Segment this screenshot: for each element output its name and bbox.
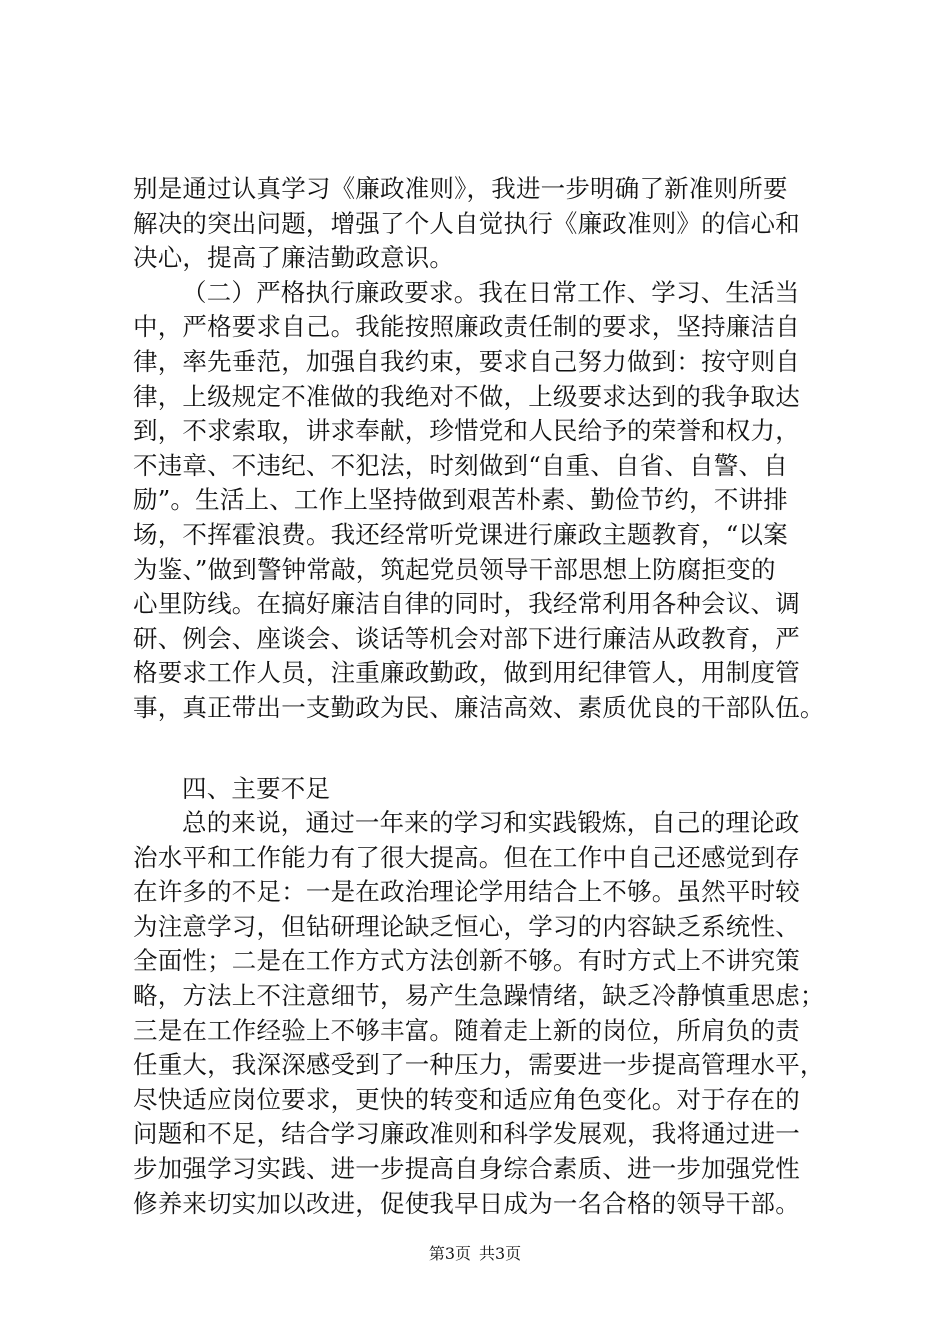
body-line: 别是通过认真学习《廉政准则》，我进一步明确了新准则所要: [133, 174, 788, 203]
body-line: 律，率先垂范，加强自我约束，要求自己努力做到：按守则自: [133, 346, 800, 376]
body-line: 研、例会、座谈会、谈话等机会对部下进行廉洁从政教育，严: [133, 623, 800, 653]
body-line: 中，严格要求自己。我能按照廉政责任制的要求，坚持廉洁自: [133, 312, 800, 342]
body-line: 心里防线。在搞好廉洁自律的同时，我经常利用各种会议、调: [133, 589, 800, 619]
body-line: 决心，提高了廉洁勤政意识。: [133, 243, 455, 273]
section-heading: 四、主要不足: [182, 773, 331, 803]
paragraph-gap: [133, 726, 833, 772]
body-line: 治水平和工作能力有了很大提高。但在工作中自己还感觉到存: [133, 842, 800, 872]
body-line: 全面性；二是在工作方式方法创新不够。有时方式上不讲究策: [133, 946, 800, 976]
body-line-paragraph-start: （二）严格执行廉政要求。我在日常工作、学习、生活当: [182, 277, 800, 307]
body-line: 问题和不足，结合学习廉政准则和科学发展观，我将通过进一: [133, 1119, 800, 1149]
body-line: 解决的突出问题，增强了个人自觉执行《廉政准则》的信心和: [133, 208, 800, 238]
body-line: 不违章、不违纪、不犯法，时刻做到“自重、自省、自警、自: [133, 450, 788, 480]
page-number: 第3页: [428, 1244, 471, 1263]
body-line: 步加强学习实践、进一步提高自身综合素质、进一步加强党性: [133, 1154, 800, 1184]
body-line: 到，不求索取，讲求奉献，珍惜党和人民给予的荣誉和权力，: [133, 416, 800, 446]
body-line: 律，上级规定不准做的我绝对不做，上级要求达到的我争取达: [133, 381, 800, 411]
body-line: 事，真正带出一支勤政为民、廉洁高效、素质优良的干部队伍。: [133, 692, 825, 722]
page-total: 共3页: [479, 1244, 522, 1263]
body-line-paragraph-start: 总的来说，通过一年来的学习和实践锻炼，自己的理论政: [182, 808, 800, 838]
body-line: 格要求工作人员，注重廉政勤政，做到用纪律管人，用制度管: [133, 658, 800, 688]
document-body: [133, 172, 833, 1221]
page-footer: [0, 1244, 950, 1264]
body-line: 略，方法上不注意细节，易产生急躁情绪，缺乏冷静慎重思虑；: [133, 981, 825, 1011]
body-line: 尽快适应岗位要求，更快的转变和适应角色变化。对于存在的: [133, 1084, 800, 1114]
body-line: 为鉴、”做到警钟常敲，筑起党员领导干部思想上防腐拒变的: [133, 554, 776, 584]
body-line: 为注意学习，但钻研理论缺乏恒心，学习的内容缺乏系统性、: [133, 911, 800, 941]
body-line: 三是在工作经验上不够丰富。随着走上新的岗位，所肩负的责: [133, 1015, 800, 1045]
body-line: 任重大，我深深感受到了一种压力，需要进一步提高管理水平，: [133, 1050, 825, 1080]
body-line: 励”。生活上、工作上坚持做到艰苦朴素、勤俭节约，不讲排: [133, 485, 788, 515]
body-line: 修养来切实加以改进，促使我早日成为一名合格的领导干部。: [133, 1188, 800, 1218]
body-line: 场，不挥霍浪费。我还经常听党课进行廉政主题教育，“以案: [133, 519, 788, 549]
body-line: 在许多的不足：一是在政治理论学用结合上不够。虽然平时较: [133, 877, 800, 907]
